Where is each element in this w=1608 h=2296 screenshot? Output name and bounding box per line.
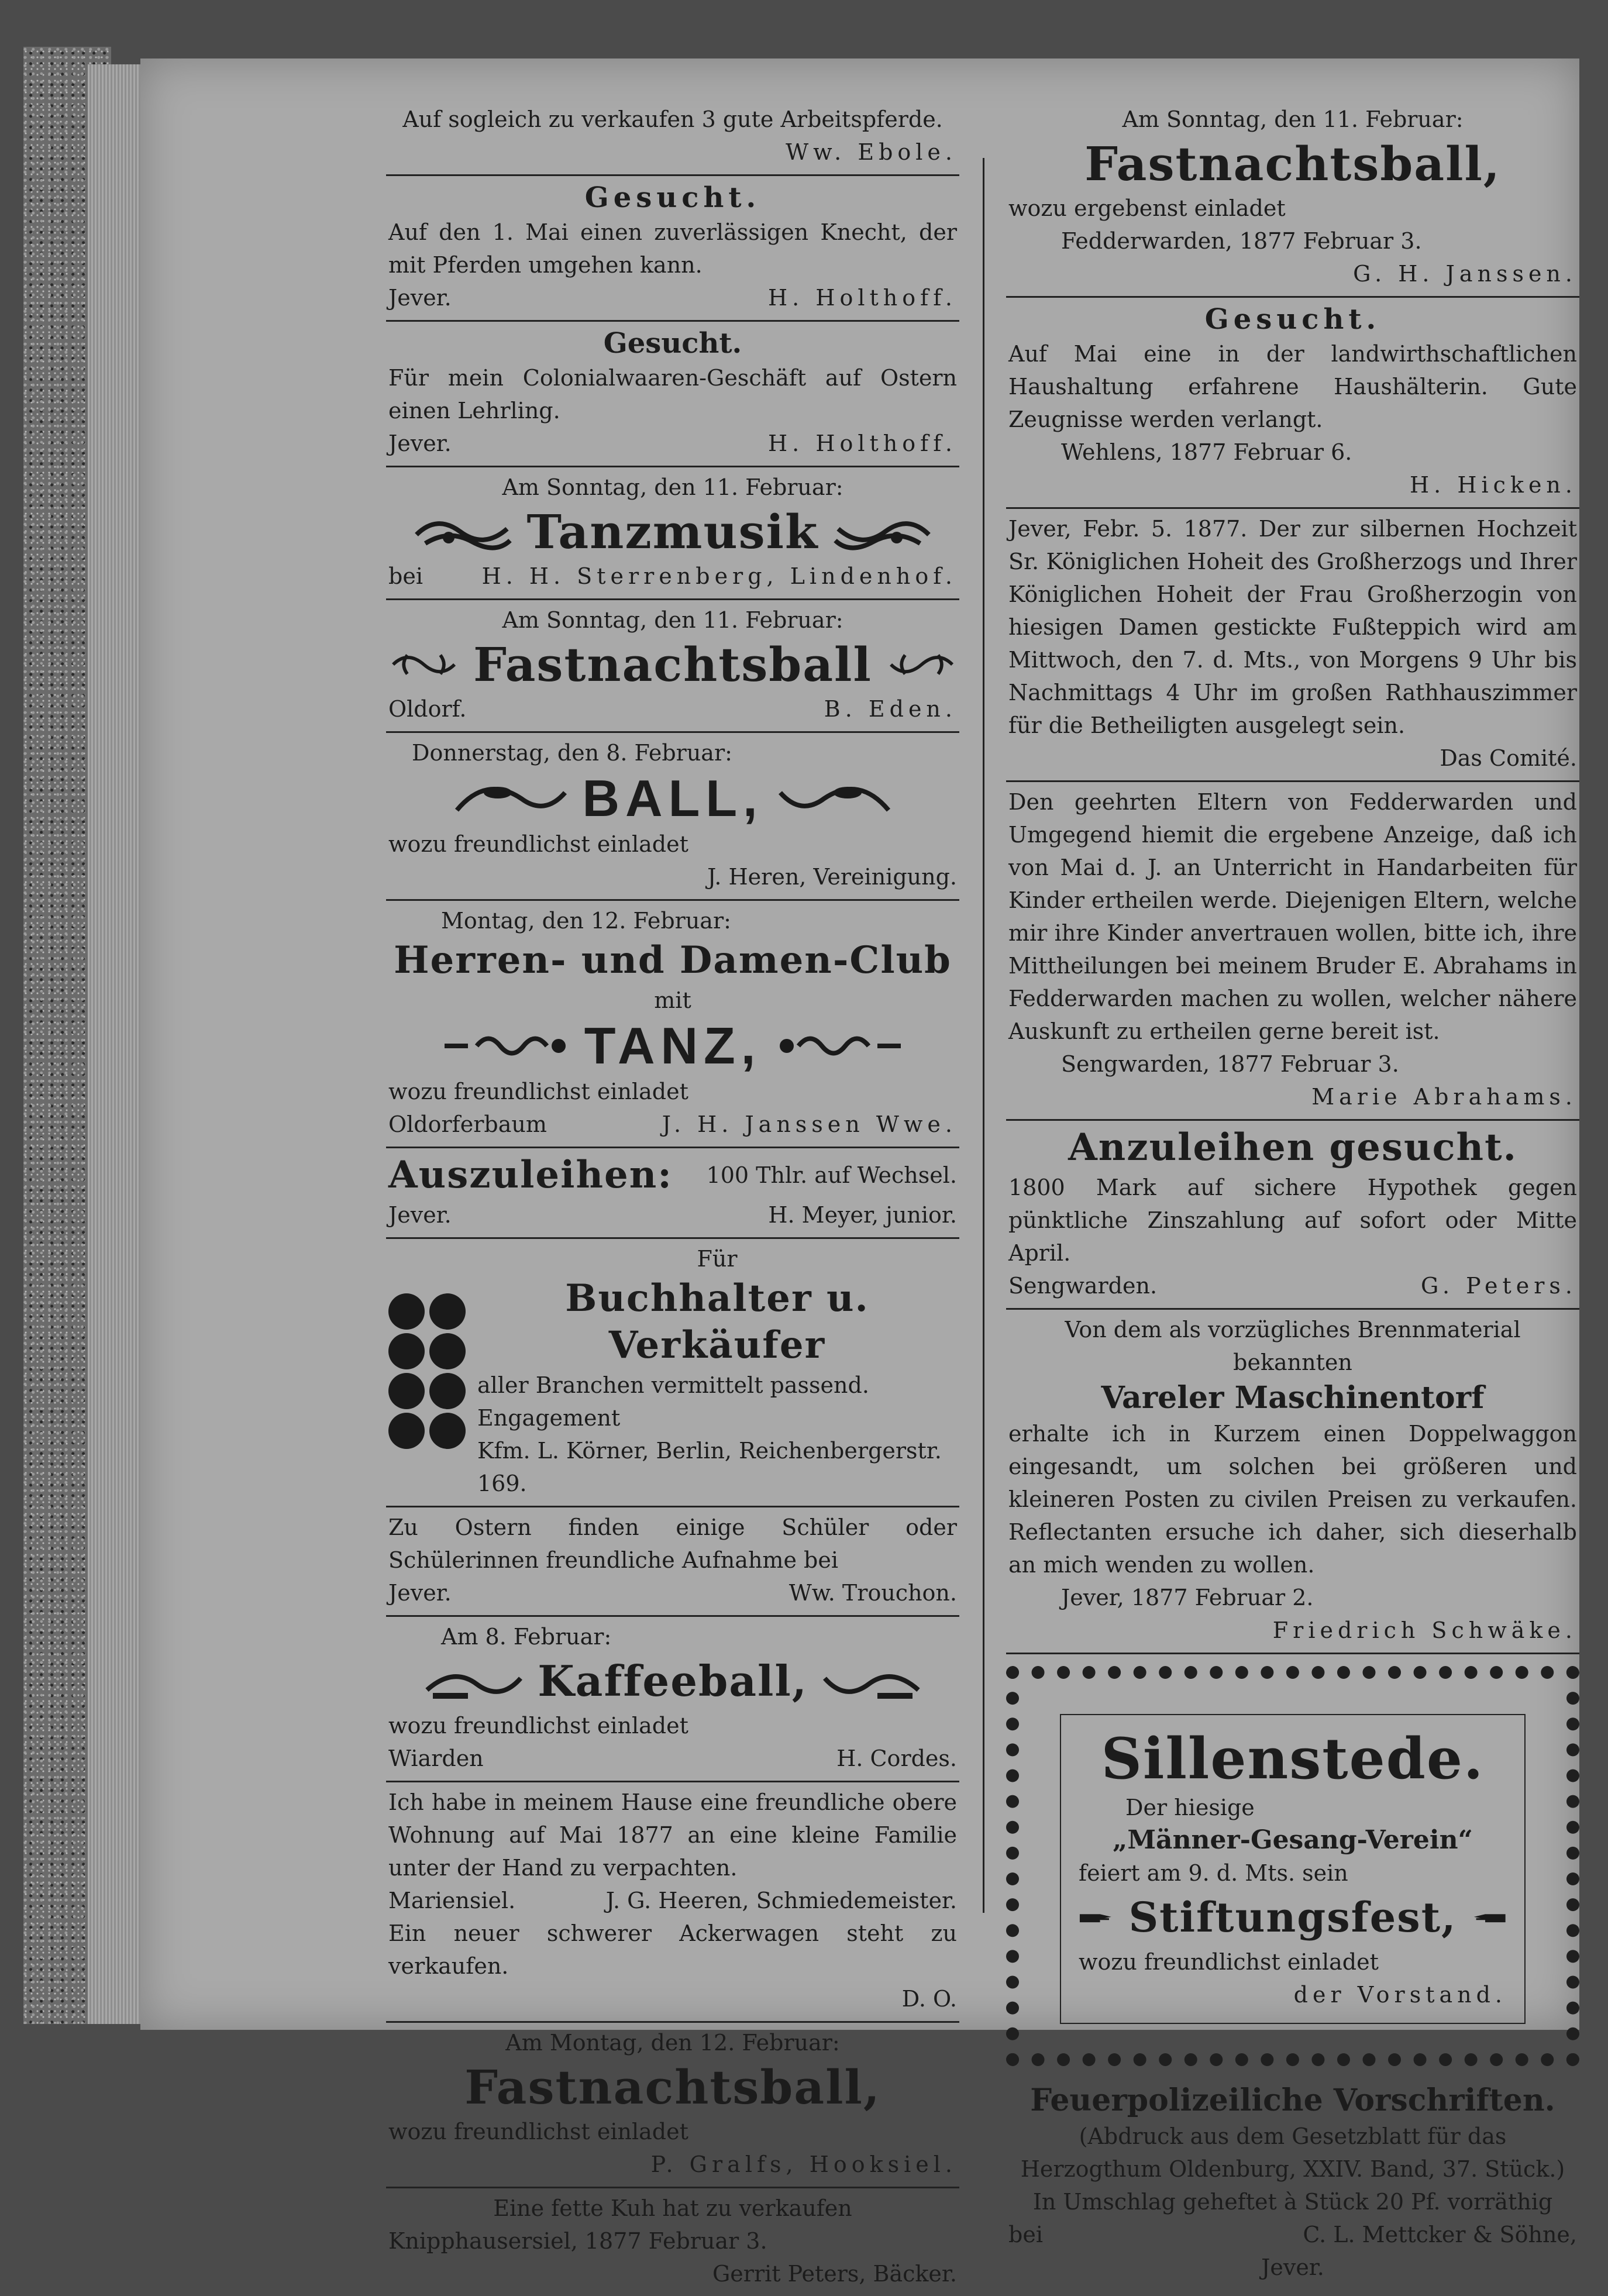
- ad-title: Fastnachtsball,: [464, 2060, 881, 2115]
- ad-title: Gesucht.: [603, 327, 742, 360]
- ad-schueler: [386, 1507, 959, 1617]
- ad-arbeitspferde: [386, 99, 959, 176]
- ad-sillenstede-frame: [1006, 1666, 1579, 2066]
- ad-prefix: bei: [388, 563, 423, 589]
- ad-feuerpolizeiliche: [1006, 2078, 1579, 2290]
- ad-text-line-2: „Männer-Gesang-Verein“: [1113, 1825, 1473, 1855]
- ad-date: Am 8. Februar:: [441, 1624, 612, 1650]
- ad-place: Jever.: [388, 1202, 452, 1228]
- ad-gesucht-lehrling: [386, 322, 959, 467]
- ad-signature: G. H. Janssen.: [1353, 261, 1577, 287]
- ad-text: Auf Mai eine in der landwirthschaftlichen Haushaltung erfahrene Haushälterin. Gute Zeugnisse werden verlangt.: [1008, 341, 1577, 432]
- ad-text-line-2: Kfm. L. Körner, Berlin, Reichenbergerstr. 169.: [477, 1438, 942, 1496]
- crown-ornament-left-icon: [424, 1661, 524, 1702]
- ad-tanzmusik: [386, 467, 959, 600]
- ad-auszuleihen: [386, 1148, 959, 1239]
- ad-signature: Ww. Ebole.: [786, 139, 957, 165]
- ad-signature: H. H. Sterrenberg, Lindenhof.: [481, 563, 957, 589]
- ad-text-line-1: aller Branchen vermittelt passend. Engagement: [477, 1372, 869, 1431]
- ad-ball-vereinigung: [386, 733, 959, 901]
- ad-signature: H. Cordes.: [836, 1746, 957, 1771]
- ad-signature: der Vorstand.: [1293, 1982, 1507, 2008]
- ad-title: Herren- und Damen-Club: [394, 938, 952, 982]
- ad-invite: wozu ergebenst einladet: [1008, 195, 1286, 221]
- ad-maschinentorf: [1006, 1310, 1579, 1654]
- right-column: [1006, 99, 1579, 2290]
- ad-text-line-3: feiert am 9. d. Mts. sein: [1079, 1860, 1348, 1886]
- ad-signature: C. L. Mettcker & Söhne,: [1303, 2222, 1577, 2247]
- ad-gesucht-haushaelterin: [1006, 298, 1579, 509]
- ad-title: Gesucht.: [1204, 303, 1381, 336]
- ad-title: Sillenstede.: [1101, 1726, 1485, 1792]
- ad-signature: H. Holthoff.: [768, 285, 957, 311]
- ad-fastnachtsball-hooksiel: [386, 2023, 959, 2188]
- ad-signature-2: D. O.: [901, 1986, 957, 2012]
- column-divider: [983, 158, 984, 1913]
- ad-place: Mariensiel.: [388, 1888, 516, 1913]
- leaf-ornament-right-icon: [777, 775, 894, 822]
- ad-signature: Marie Abrahams.: [1311, 1084, 1577, 1110]
- ad-invite: wozu freundlichst einladet: [388, 831, 688, 857]
- ad-date: Am Montag, den 12. Februar:: [505, 2030, 840, 2056]
- ad-date: Am Sonntag, den 11. Februar:: [502, 607, 843, 633]
- ad-signature: J. H. Janssen Wwe.: [662, 1111, 957, 1137]
- ad-signature: G. Peters.: [1420, 1273, 1577, 1299]
- crown-ornament-right-icon: [822, 1661, 921, 1702]
- ad-wohnung: [386, 1782, 959, 2023]
- ad-text-line-1: Von dem als vorzügliches Brennmaterial bekannten: [1065, 1317, 1521, 1375]
- ad-place-date: Sengwarden, 1877 Februar 3.: [1061, 1051, 1399, 1077]
- ornament-left-icon: [442, 1028, 570, 1063]
- ad-place: Wiarden: [388, 1746, 484, 1771]
- ad-place: Oldorferbaum: [388, 1111, 547, 1137]
- ad-fastnachtsball-fedderwarden: [1006, 99, 1579, 298]
- left-column: [386, 99, 959, 2296]
- ad-title: Buchhalter u. Verkäufer: [565, 1276, 869, 1367]
- ad-signature: H. Meyer, junior.: [768, 1202, 957, 1228]
- ad-invite: wozu freundlichst einladet: [388, 1713, 688, 1739]
- ad-title: Gesucht.: [584, 181, 761, 214]
- ad-text-line-2: In Umschlag geheftet à Stück 20 Pf. vorräthig: [1032, 2189, 1553, 2215]
- ad-title: Fastnachtsball: [473, 637, 872, 692]
- ad-fastnachtsball-oldorf: [386, 600, 959, 733]
- ad-text: erhalte ich in Kurzem einen Doppelwaggon eingesandt, um solchen bei größeren und kleineren Posten zu civilen Preisen zu verkaufen. Reflectanten ersuche ich daher, sich dieserhalb an mich wenden zu wollen.: [1008, 1421, 1577, 1578]
- ad-signature: Das Comité.: [1440, 745, 1577, 771]
- ad-handarbeiten: [1006, 782, 1579, 1121]
- ad-tanz: TANZ,: [584, 1017, 762, 1075]
- ad-invite: wozu freundlichst einladet: [388, 2119, 688, 2144]
- ad-kaffeeball: [386, 1617, 959, 1782]
- ad-date: Donnerstag, den 8. Februar:: [412, 740, 732, 766]
- ad-text: Für mein Colonialwaaren-Geschäft auf Ostern einen Lehrling.: [388, 365, 957, 424]
- ad-signature: H. Holthoff.: [768, 431, 957, 456]
- ornament-right-icon: [832, 511, 932, 552]
- ad-text: Ich habe in meinem Hause eine freundliche obere Wohnung auf Mai 1877 an eine kleine Familie unter der Hand zu verpachten.: [388, 1789, 957, 1881]
- ad-invite: wozu freundlichst einladet: [1079, 1949, 1379, 1975]
- ad-place: Sengwarden.: [1008, 1273, 1158, 1299]
- ad-mit: mit: [654, 987, 691, 1013]
- ad-text: Jever, Febr. 5. 1877. Der zur silbernen Hochzeit Sr. Königlichen Hoheit des Großherzogs und Ihrer Königlichen Hoheit der Frau Großherzogin von hiesigen Damen gestickte Fußteppich wird am Mittwoch, den 7. d. Mts., von Morgens 9 Uhr bis Nachmittags 4 Uhr im großen Rathhauszimmer für die Betheiligten ausgelegt sein.: [1008, 516, 1577, 738]
- ad-herren-damen-club: [386, 901, 959, 1148]
- ad-place-date: Wehlens, 1877 Februar 6.: [1061, 439, 1352, 465]
- ad-place-date: Jever, 1877 Februar 2.: [1061, 1585, 1314, 1610]
- ad-signature: H. Hicken.: [1410, 472, 1577, 498]
- ad-text: 100 Thlr. auf Wechsel.: [706, 1162, 957, 1188]
- ad-gesucht-knecht: [386, 176, 959, 322]
- ad-buchhalter: [386, 1239, 959, 1507]
- ad-text-line-1: Eine fette Kuh hat zu verkaufen: [493, 2195, 852, 2221]
- ad-text-line-1: (Abdruck aus dem Gesetzblatt für das Herzogthum Oldenburg, XXIV. Band, 37. Stück.): [1020, 2123, 1565, 2182]
- ad-invite: wozu freundlichst einladet: [388, 1079, 688, 1104]
- pointing-hand-left-icon: [1471, 1897, 1507, 1938]
- ad-date: Am Sonntag, den 11. Februar:: [502, 474, 843, 500]
- ad-signature: P. Gralfs, Hooksiel.: [650, 2152, 957, 2177]
- ad-fette-kuh: [386, 2188, 959, 2296]
- ad-place: Jever.: [388, 1580, 452, 1606]
- ad-signature: Friedrich Schwäke.: [1272, 1617, 1577, 1643]
- ad-anzuleihen-gesucht: [1006, 1121, 1579, 1310]
- ornament-right-icon: [775, 1028, 904, 1063]
- ad-title: Fastnachtsball,: [1084, 136, 1501, 191]
- ad-place: Jever.: [388, 431, 452, 456]
- ad-fuer: Für: [697, 1246, 738, 1272]
- ad-place: Jever.: [388, 285, 452, 311]
- ad-feast: Stiftungsfest,: [1128, 1893, 1457, 1942]
- ad-place-date: Fedderwarden, 1877 Februar 3.: [1061, 228, 1422, 254]
- ad-text-2: Ein neuer schwerer Ackerwagen steht zu verkaufen.: [388, 1920, 957, 1979]
- ad-title: Tanzmusik: [526, 504, 819, 559]
- pointing-hand-right-icon: [1079, 1897, 1115, 1938]
- leaf-ornament-left-icon: [451, 775, 568, 822]
- ad-signature: Gerrit Peters, Bäcker.: [712, 2261, 957, 2287]
- ad-place: Jever.: [1261, 2254, 1324, 2280]
- ad-title: Auszuleihen:: [388, 1153, 673, 1197]
- ornament-left-icon: [414, 511, 513, 552]
- ad-text-line-1: Der hiesige: [1125, 1795, 1255, 1820]
- scroll-ornament-left-icon: [388, 641, 459, 688]
- ad-signature: B. Eden.: [824, 696, 957, 722]
- ad-prefix: bei: [1008, 2222, 1043, 2247]
- scroll-ornament-right-icon: [886, 641, 957, 688]
- ad-title: Vareler Maschinentorf: [1101, 1380, 1485, 1416]
- ad-text-line-2: Knipphausersiel, 1877 Februar 3.: [388, 2228, 767, 2254]
- ad-place: Oldorf.: [388, 696, 467, 722]
- ad-date: Am Sonntag, den 11. Februar:: [1122, 106, 1464, 132]
- ad-text: 1800 Mark auf sichere Hypothek gegen pünktliche Zinszahlung auf sofort oder Mitte April.: [1008, 1175, 1577, 1266]
- ad-signature: Ww. Trouchon.: [788, 1580, 957, 1606]
- ad-text: Den geehrten Eltern von Fedderwarden und Umgegend hiemit die ergebene Anzeige, daß ich von Mai d. J. an Unterricht in Handarbeiten für Kinder ertheilen werde. Diejenigen Eltern, welche mir ihre Kinder anvertrauen wollen, bitte ich, ihre Mittheilungen bei meinem Bruder E. Abrahams in Fedderwarden machen zu wollen, welcher nähere Auskunft zu ertheilen gerne bereit ist.: [1008, 789, 1577, 1044]
- ad-title: Feuerpolizeiliche Vorschriften.: [1030, 2082, 1555, 2118]
- ad-title: Anzuleihen gesucht.: [1068, 1125, 1517, 1169]
- ad-text: Auf sogleich zu verkaufen 3 gute Arbeitspferde.: [402, 106, 943, 132]
- ad-title: Kaffeeball,: [538, 1656, 808, 1706]
- dot-block-icon: [388, 1293, 467, 1449]
- ad-text: Zu Ostern finden einige Schüler oder Schülerinnen freundliche Aufnahme bei: [388, 1514, 957, 1573]
- ad-signature: J. G. Heeren, Schmiedemeister.: [605, 1888, 957, 1913]
- ad-title: BALL,: [582, 769, 763, 827]
- ad-fussteppich: [1006, 509, 1579, 782]
- ad-date: Montag, den 12. Februar:: [441, 908, 731, 934]
- ad-signature: J. Heren, Vereinigung.: [707, 864, 957, 890]
- ad-text: Auf den 1. Mai einen zuverlässigen Knecht, der mit Pferden umgehen kann.: [388, 219, 957, 278]
